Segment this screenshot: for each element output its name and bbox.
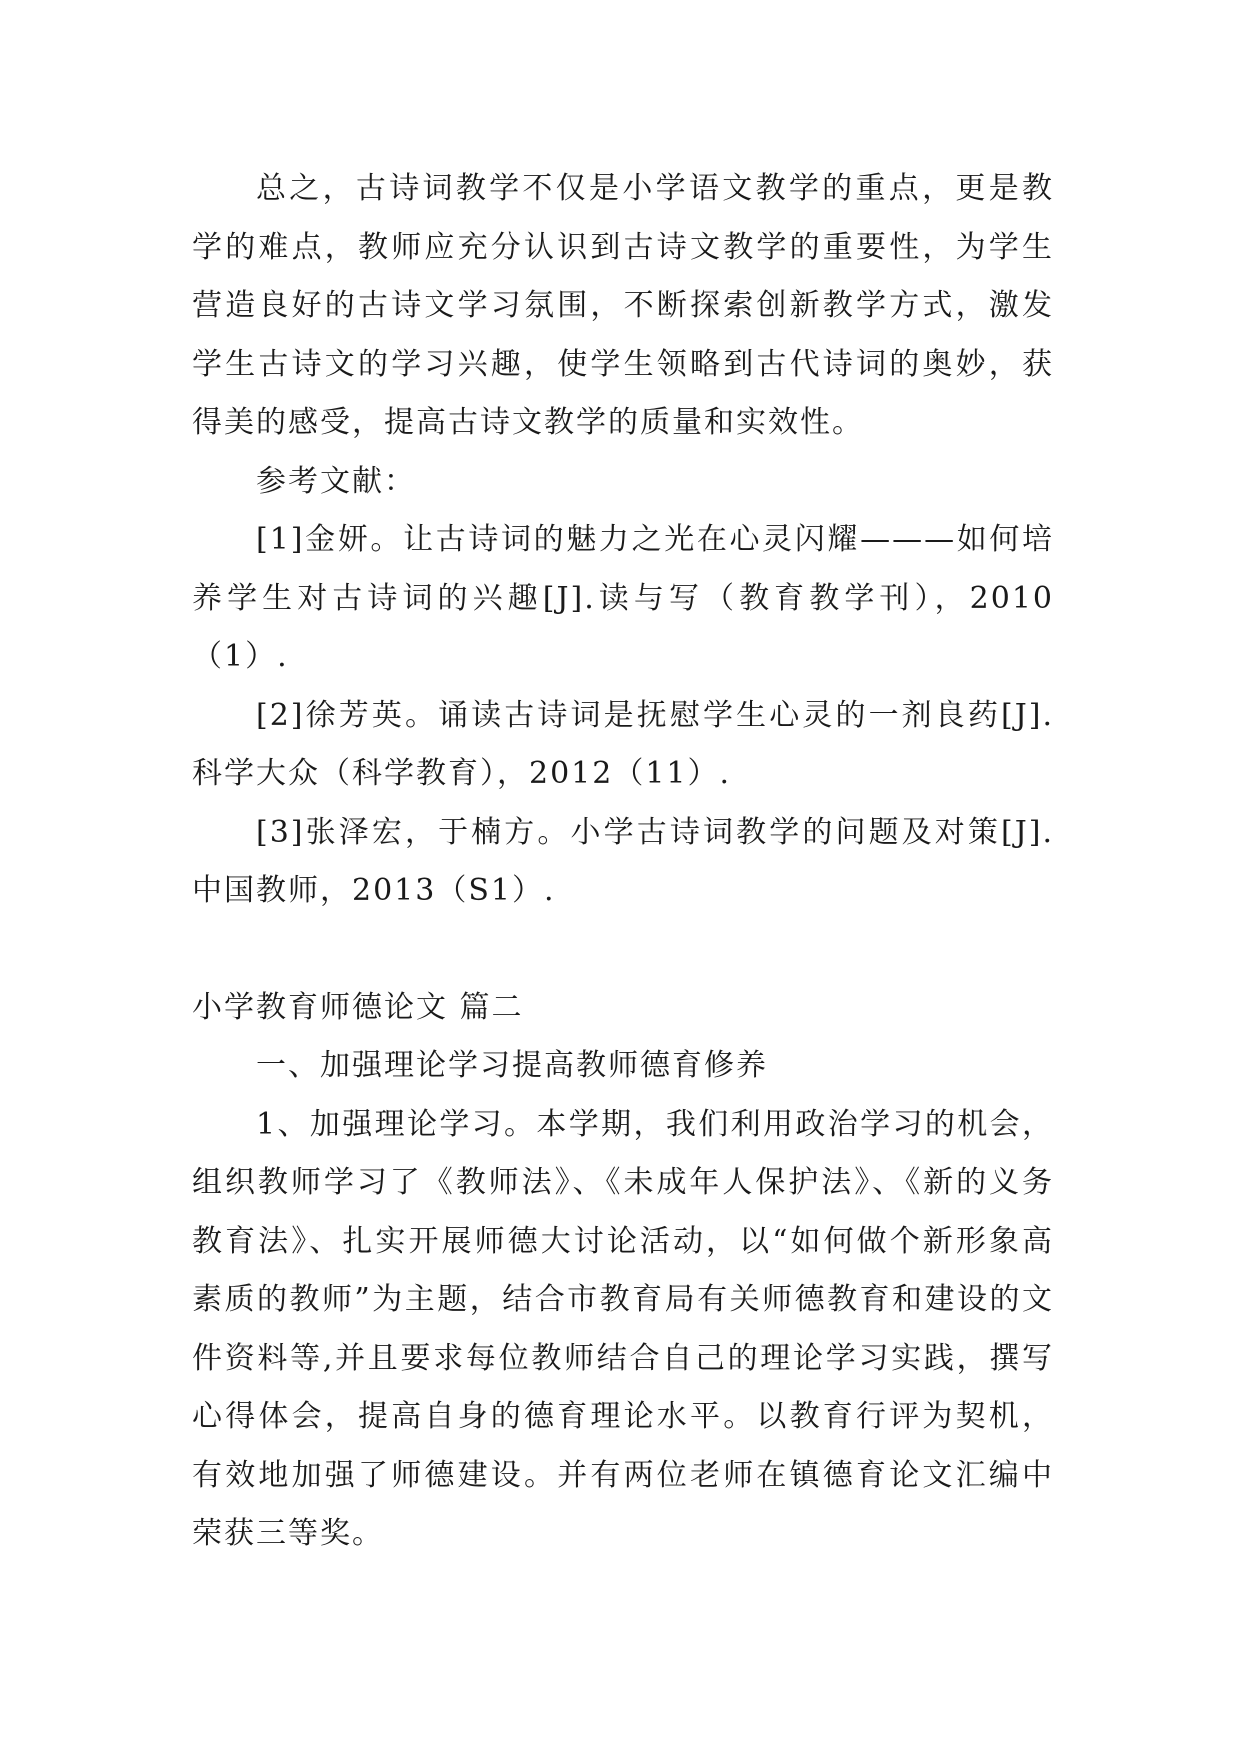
document-page: [192, 160, 1054, 1564]
section-body-paragraph: 1、加强理论学习。本学期，我们利用政治学习的机会，组织教师学习了《教师法》、《未成年人保护法》、《新的义务教育法》、扎实开展师德大讨论活动，以“如何做个新形象高素质的教师”为主题，结合市教育局有关师德教育和建设的文件资料等,并且要求每位教师结合自己的理论学习实践，撰写心得体会，提高自身的德育理论水平。以教育行评为契机，有效地加强了师德建设。并有两位老师在镇德育论文汇编中荣获三等奖。: [192, 1106, 1054, 1551]
section-spacer: [192, 921, 1054, 979]
section-title: 小学教育师德论文 篇二: [192, 989, 524, 1025]
reference-3: [3]张泽宏，于楠方。小学古诗词教学的问题及对策[J].中国教师，2013（S1）.: [192, 814, 1054, 908]
references-title: 参考文献：: [256, 463, 416, 499]
reference-1: [1]金妍。让古诗词的魅力之光在心灵闪耀———如何培养学生对古诗词的兴趣[J].读与写（教育教学刊），2010（1）.: [192, 522, 1054, 674]
summary-paragraph: 总之，古诗词教学不仅是小学语文教学的重点，更是教学的难点，教师应充分认识到古诗文教学的重要性，为学生营造良好的古诗文学习氛围，不断探索创新教学方式，激发学生古诗文的学习兴趣，使学生领略到古代诗词的奥妙，获得美的感受，提高古诗文教学的质量和实效性。: [192, 171, 1054, 440]
section-subheading: 一、加强理论学习提高教师德育修养: [256, 1048, 768, 1083]
reference-2: [2]徐芳英。诵读古诗词是抚慰学生心灵的一剂良药[J].科学大众（科学教育），2012（11）.: [192, 697, 1054, 791]
